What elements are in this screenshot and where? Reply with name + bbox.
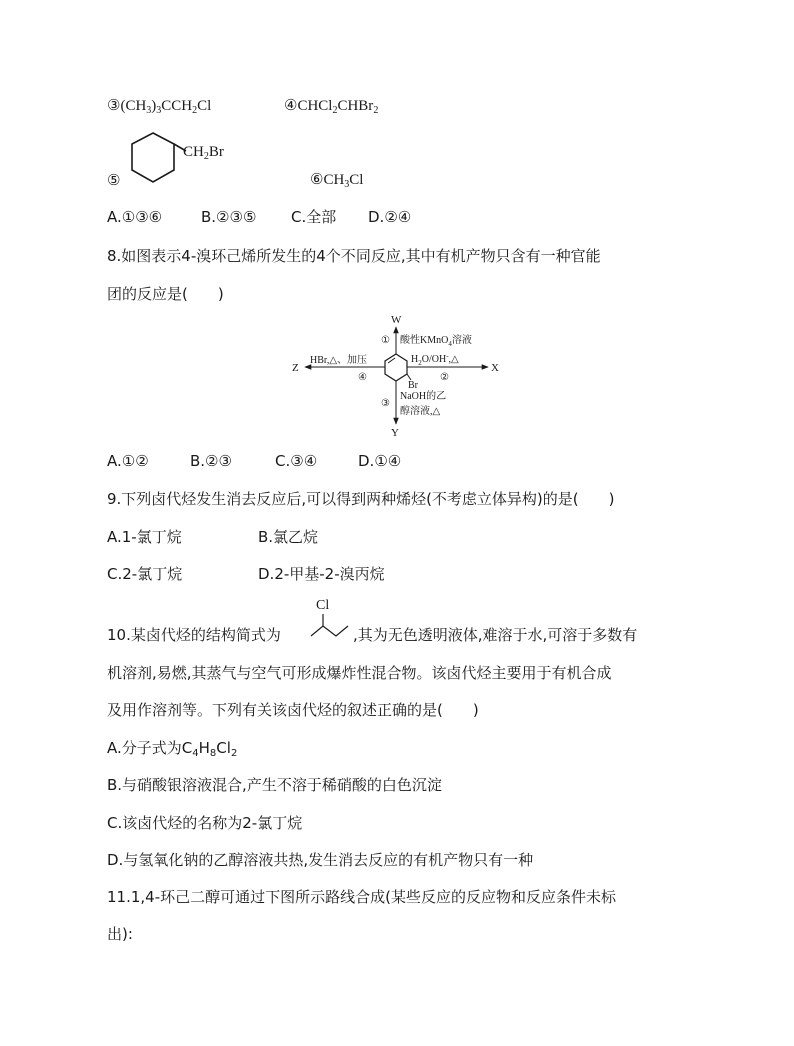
q8-answer-d: D.①④: [358, 452, 402, 470]
q8-stem-line1: 8.如图表示4-溴环己烯所发生的4个不同反应,其中有机产物只含有一种官能: [107, 247, 601, 265]
q11-stem-line1: 11.1,4-环己二醇可通过下图所示路线合成(某些反应的反应物和反应条件未标: [107, 888, 616, 906]
q10-stem-part1: 10.某卤代烃的结构简式为: [107, 626, 281, 644]
q7-answer-d: D.②④: [368, 208, 412, 226]
q8-answer-a: A.①②: [107, 452, 149, 470]
product-z: Z: [292, 362, 299, 374]
q10-answer-b: B.与硝酸银溶液混合,产生不溶于稀硝酸的白色沉淀: [107, 776, 442, 794]
option-4-formula: ④CHCl$_2$CHBr$_2$: [284, 98, 379, 116]
q9-answer-c: C.2-氯丁烷: [107, 565, 183, 583]
step-3-number: ③: [381, 398, 390, 409]
q10-answer-c: C.该卤代烃的名称为2-氯丁烷: [107, 814, 303, 832]
step-1-number: ①: [381, 335, 390, 346]
q10-stem-line2: 机溶剂,易燃,其蒸气与空气可形成爆炸性混合物。该卤代烃主要用于有机合成: [107, 664, 612, 682]
q8-stem-line2: 团的反应是( ): [107, 285, 224, 303]
step-4-number: ④: [358, 372, 367, 383]
cyclohexene-ring: [385, 354, 407, 381]
reagent-3-line1: NaOH的乙: [400, 391, 447, 402]
q8-answer-c: C.③④: [275, 452, 318, 470]
q11-stem-line2: 出):: [107, 925, 133, 943]
product-x: X: [491, 362, 499, 374]
product-y: Y: [391, 427, 399, 439]
step-2-number: ②: [440, 372, 449, 383]
q9-answer-a: A.1-氯丁烷: [107, 528, 182, 546]
q9-stem: 9.下列卤代烃发生消去反应后,可以得到两种烯烃(不考虑立体异构)的是( ): [107, 490, 615, 508]
q10-answer-a: A.分子式为$C_4H_8Cl_2$: [107, 739, 238, 759]
reagent-4: HBr,△、加压: [310, 355, 368, 366]
option-6-formula: $⑥CH_3Cl$: [310, 172, 364, 190]
q10-stem-part2: ,其为无色透明液体,难溶于水,可溶于多数有: [353, 626, 638, 644]
option-5-number: ⑤: [107, 171, 121, 189]
q10-answer-d: D.与氢氧化钠的乙醇溶液共热,发生消去反应的有机产物只有一种: [107, 851, 534, 869]
reagent-2: $H_2O/OH^-,\triangle$: [411, 352, 459, 367]
q8-answer-b: B.②③: [190, 452, 232, 470]
q7-answer-a: A.①③⑥: [107, 208, 163, 226]
q7-answer-c: C.全部: [291, 208, 337, 226]
option-3-formula: $③(CH_3)_3CCH_2Cl$: [107, 98, 212, 116]
reagent-3-line2: 醇溶液,△: [400, 406, 441, 417]
q9-answer-d: D.2-甲基-2-溴丙烷: [258, 565, 385, 583]
br-label: Br: [408, 380, 418, 391]
q9-answer-b: B.氯乙烷: [258, 528, 319, 546]
reagent-1: 酸性KMnO$_4$溶液: [400, 335, 472, 348]
cl-label: Cl: [316, 598, 330, 613]
q10-skeletal-structure: [308, 596, 356, 642]
reaction-diagram: [290, 312, 520, 442]
product-w: W: [391, 314, 402, 326]
ch2br-group: $CH_2Br$: [183, 144, 224, 162]
q10-stem-line3: 及用作溶剂等。下列有关该卤代烃的叙述正确的是( ): [107, 701, 479, 719]
carbon-chain: [311, 626, 348, 636]
q7-answer-b: B.②③⑤: [201, 208, 257, 226]
cyclohexane-ring: [132, 133, 174, 182]
